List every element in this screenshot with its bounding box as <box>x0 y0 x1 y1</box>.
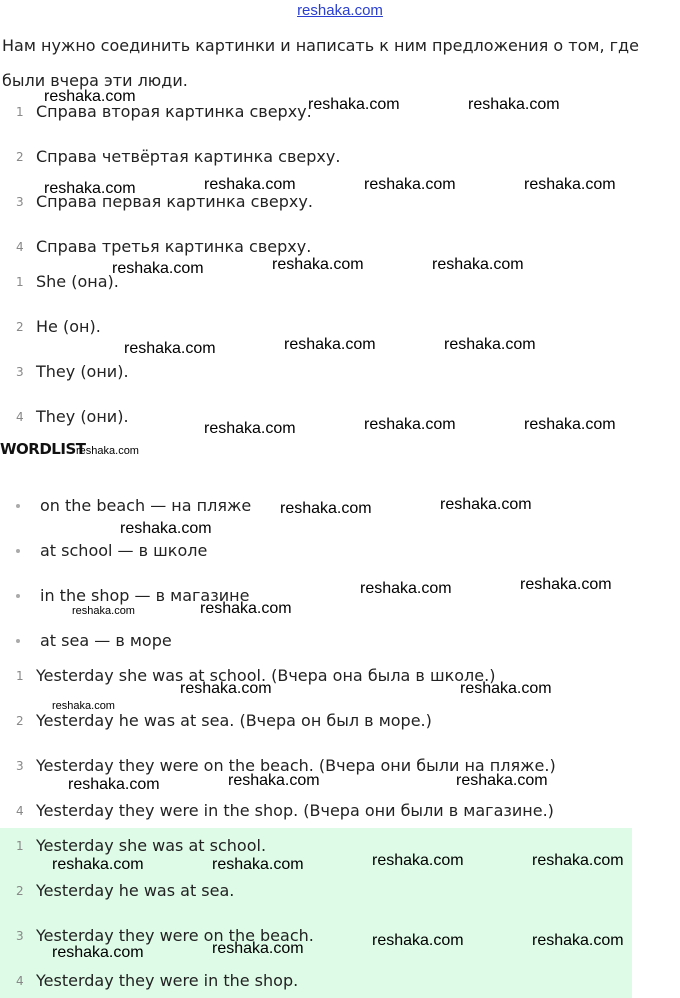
site-link[interactable]: reshaka.com <box>297 2 383 19</box>
watermark: reshaka.com <box>212 856 304 873</box>
item-number: 4 <box>16 410 24 424</box>
item-number: 1 <box>16 105 24 119</box>
item-number: 1 <box>16 275 24 289</box>
item-number: 4 <box>16 804 24 818</box>
watermark: reshaka.com <box>360 580 452 597</box>
item-number: 2 <box>16 150 24 164</box>
watermark: reshaka.com <box>124 340 216 357</box>
item-number: 4 <box>16 974 24 988</box>
item-text: Справа вторая картинка сверху. <box>36 102 312 121</box>
watermark: reshaka.com <box>372 932 464 949</box>
watermark: reshaka.com <box>200 600 292 617</box>
watermark: reshaka.com <box>456 772 548 789</box>
item-number: 3 <box>16 365 24 379</box>
watermark: reshaka.com <box>76 445 139 457</box>
watermark: reshaka.com <box>72 605 135 617</box>
item-number: 2 <box>16 884 24 898</box>
watermark: reshaka.com <box>120 520 212 537</box>
watermark: reshaka.com <box>44 180 136 197</box>
item-text: Yesterday he was at sea. <box>36 881 235 900</box>
item-text: Yesterday they were on the beach. <box>36 926 314 945</box>
watermark: reshaka.com <box>204 176 296 193</box>
bullet-icon <box>16 639 20 643</box>
watermark: reshaka.com <box>52 944 144 961</box>
item-text: Yesterday he was at sea. (Вчера он был в море.) <box>36 711 432 730</box>
watermark: reshaka.com <box>364 416 456 433</box>
bullet-icon <box>16 549 20 553</box>
watermark: reshaka.com <box>468 96 560 113</box>
item-text: She (она). <box>36 272 119 291</box>
watermark: reshaka.com <box>68 776 160 793</box>
bullet-icon <box>16 504 20 508</box>
item-number: 1 <box>16 669 24 683</box>
wordlist-heading: WORDLIST <box>0 440 86 458</box>
watermark: reshaka.com <box>204 420 296 437</box>
item-number: 2 <box>16 714 24 728</box>
item-text: Yesterday they were on the beach. (Вчера они были на пляже.) <box>36 756 556 775</box>
item-text: They (они). <box>36 362 129 381</box>
item-number: 3 <box>16 759 24 773</box>
intro-text: Нам нужно соединить картинки и написать к ним предложения о том, где были вчера эти люди. <box>2 36 639 90</box>
item-text: Справа четвёртая картинка сверху. <box>36 147 341 166</box>
item-text: He (он). <box>36 317 101 336</box>
watermark: reshaka.com <box>280 500 372 517</box>
watermark: reshaka.com <box>440 496 532 513</box>
watermark: reshaka.com <box>364 176 456 193</box>
wordlist-text: on the beach — на пляже <box>40 496 252 515</box>
watermark: reshaka.com <box>228 772 320 789</box>
watermark: reshaka.com <box>444 336 536 353</box>
item-text: Yesterday they were in the shop. (Вчера они были в магазине.) <box>36 801 554 820</box>
bullet-icon <box>16 594 20 598</box>
item-number: 3 <box>16 195 24 209</box>
watermark: reshaka.com <box>308 96 400 113</box>
wordlist-text: in the shop — в магазине <box>40 586 250 605</box>
item-text: Yesterday they were in the shop. <box>36 971 299 990</box>
watermark: reshaka.com <box>284 336 376 353</box>
watermark: reshaka.com <box>460 680 552 697</box>
watermark: reshaka.com <box>180 680 272 697</box>
item-text: Yesterday she was at school. (Вчера она была в школе.) <box>36 666 496 685</box>
watermark: reshaka.com <box>524 176 616 193</box>
item-text: Yesterday she was at school. <box>36 836 267 855</box>
watermark: reshaka.com <box>532 932 624 949</box>
watermark: reshaka.com <box>52 700 115 712</box>
item-number: 3 <box>16 929 24 943</box>
item-text: Справа первая картинка сверху. <box>36 192 313 211</box>
watermark: reshaka.com <box>44 88 136 105</box>
item-number: 1 <box>16 839 24 853</box>
watermark: reshaka.com <box>524 416 616 433</box>
watermark: reshaka.com <box>520 576 612 593</box>
watermark: reshaka.com <box>112 260 204 277</box>
watermark: reshaka.com <box>372 852 464 869</box>
watermark: reshaka.com <box>532 852 624 869</box>
item-text: Справа третья картинка сверху. <box>36 237 312 256</box>
watermark: reshaka.com <box>432 256 524 273</box>
item-text: They (они). <box>36 407 129 426</box>
watermark: reshaka.com <box>272 256 364 273</box>
item-number: 2 <box>16 320 24 334</box>
item-number: 4 <box>16 240 24 254</box>
wordlist-text: at sea — в море <box>40 631 172 650</box>
watermark: reshaka.com <box>212 940 304 957</box>
watermark: reshaka.com <box>52 856 144 873</box>
wordlist-text: at school — в школе <box>40 541 208 560</box>
